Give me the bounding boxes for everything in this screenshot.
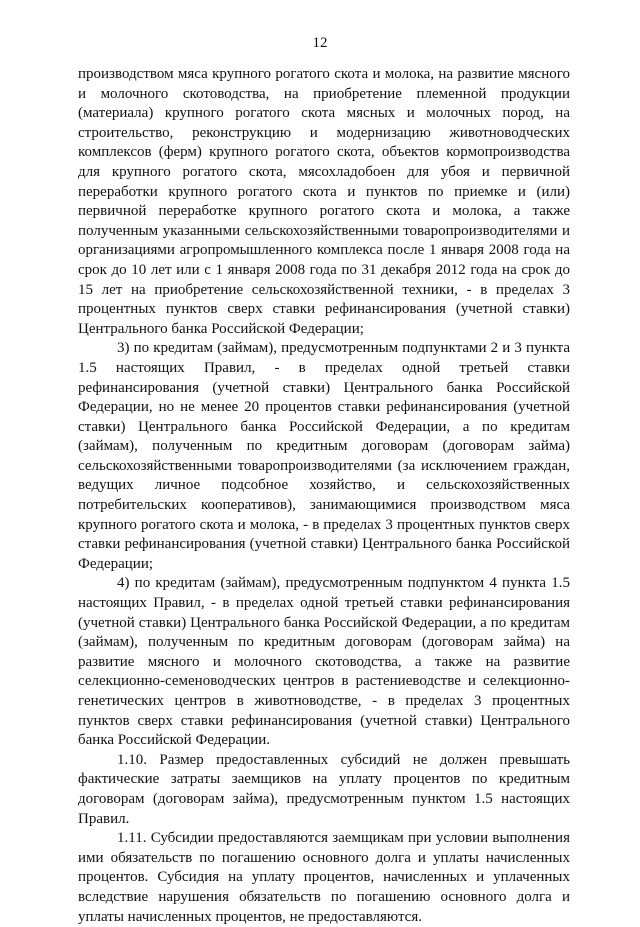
page-number: 12 [312,35,328,51]
paragraph-1-10: 1.10. Размер предоставленных субсидий не должен превышать фактические затраты заемщиков на уплату процентов по кредитным договорам (договорам займа), предусмотренным пунктом 1.5 настоящих Правил. [78,751,570,827]
paragraph-item-3: 3) по кредитам (займам), предусмотренным подпунктами 2 и 3 пункта 1.5 настоящих Правил, - в пределах одной третьей ставки рефинансирования (учетной ставки) Центрального банка Российской Федерации, но не менее 20 процентов ставки рефинансирования (учетной ставки) Центрального банка Российской Федерации, а по кредитам (займам), полученным по кредитным договорам (договорам займа) сельскохозяйственными товаропроизводителями (за исключением граждан, ведущих личное подсобное хозяйство, и сельскохозяйственных потребительских кооперативов), занимающимися производством мяса крупного рогатого скота и молока, - в пределах 3 процентных пунктов сверх ставки рефинансирования (учетной ставки) Центрального банка Российской Федерации; [78,340,570,572]
paragraph-1-11: 1.11. Субсидии предоставляются заемщикам при условии выполнения ими обязательств по погашению основного долга и уплаты начисленных процентов. Субсидия на уплату процентов, начисленных и уплаченных вследствие нарушения обязательств по погашению основного долга и уплаты начисленных процентов, не предоставляются. [78,830,570,925]
paragraph-item-4: 4) по кредитам (займам), предусмотренным подпунктом 4 пункта 1.5 настоящих Правил, - в пределах одной третьей ставки рефинансирования (учетной ставки) Центрального банка Российской Федерации, а по кредитам (займам), полученным по кредитным договорам (договорам займа) на развитие мясного и молочного скотоводства, а также на развитие селекционно-семеноводческих центров в растениеводстве и селекционно-генетических центров в животноводстве, - в пределах 3 процентных пунктов сверх ставки рефинансирования (учетной ставки) Центрального банка Российской Федерации. [78,575,570,749]
body-text [78,65,570,927]
paragraph-continuation: производством мяса крупного рогатого скота и молока, на развитие мясного и молочного скотоводства, на приобретение племенной продукции (материала) крупного рогатого скота мясных и молочных пород, на строительство, реконструкцию и модернизацию животноводческих комплексов (ферм) крупного рогатого скота, объектов кормопроизводства для крупного рогатого скота, мясохладобоен для убоя и первичной переработки крупного рогатого скота и пунктов по приемке и (или) первичной переработке крупного рогатого скота и молока, а также полученным указанными сельскохозяйственными товаропроизводителями и организациями агропромышленного комплекса после 1 января 2008 года на срок до 10 лет или с 1 января 2008 года по 31 декабря 2012 года на срок до 15 лет на приобретение сельскохозяйственной техники, - в пределах 3 процентных пунктов сверх ставки рефинансирования (учетной ставки) Центрального банка Российской Федерации; [78,66,570,337]
